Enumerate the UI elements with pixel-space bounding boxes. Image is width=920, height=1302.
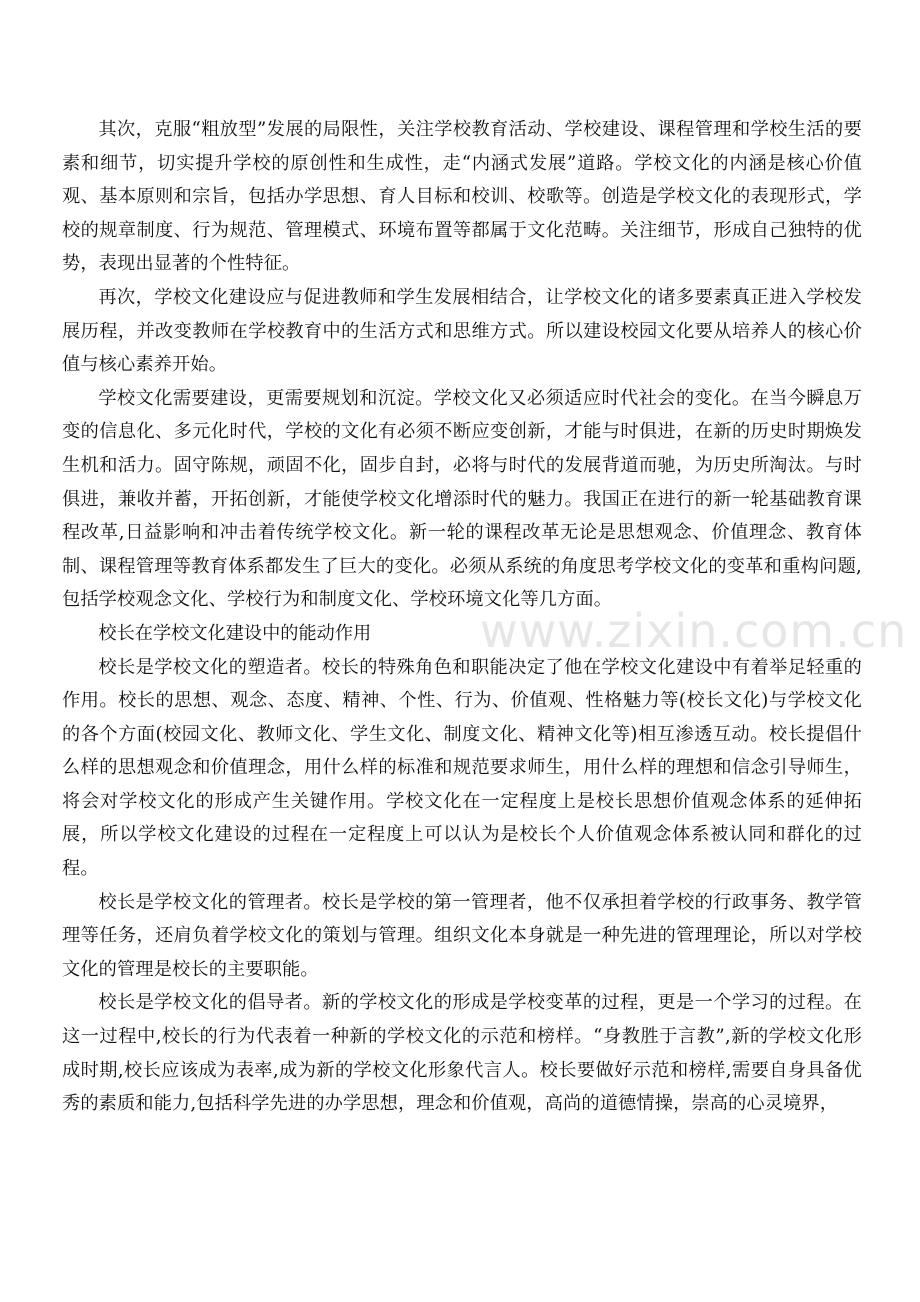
- paragraph: 校长是学校文化的管理者。校长是学校的第一管理者，他不仅承担着学校的行政事务、教学管理等任务，还肩负着学校文化的策划与管理。组织文化本身就是一种先进的管理理论，所以对学校文化的管理是校长的主要职能。: [62, 891, 862, 980]
- paragraph: 学校文化需要建设，更需要规划和沉淀。学校文化又必须适应时代社会的变化。在当今瞬息万变的信息化、多元化时代，学校的文化有必须不断应变创新，才能与时俱进，在新的历史时期焕发生机和活力。固守陈规，顽固不化，固步自封，必将与时代的发展背道而驰，为历史所淘汰。与时俱进，兼收并蓄，开拓创新，才能使学校文化增添时代的魅力。我国正在进行的新一轮基础教育课程改革,日益影响和冲击着传统学校文化。新一轮的课程改革无论是思想观念、价值理念、教育体制、课程管理等教育体系都发生了巨大的变化。必须从系统的角度思考学校文化的变革和重构问题,包括学校观念文化、学校行为和制度文化、学校环境文化等几方面。: [62, 387, 862, 611]
- section-heading: 校长在学校文化建设中的能动作用: [98, 622, 372, 644]
- paragraph: 再次，学校文化建设应与促进教师和学生发展相结合，让学校文化的诸多要素真正进入学校发展历程，并改变教师在学校教育中的生活方式和思维方式。所以建设校园文化要从培养人的核心价值与核心素养开始。: [62, 286, 862, 376]
- watermark-text: www.zixin.com.cn: [480, 604, 908, 658]
- document-page: [62, 113, 862, 1121]
- paragraph: 其次，克服“粗放型”发展的局限性，关注学校教育活动、学校建设、课程管理和学校生活的要素和细节，切实提升学校的原创性和生成性，走“内涵式发展”道路。学校文化的内涵是核心价值观、基本原则和宗旨，包括办学思想、育人目标和校训、校歌等。创造是学校文化的表现形式，学校的规章制度、行为规范、管理模式、环境布置等都属于文化范畴。关注细节，形成自己独特的优势，表现出显著的个性特征。: [62, 119, 862, 275]
- paragraph: 校长是学校文化的塑造者。校长的特殊角色和职能决定了他在学校文化建设中有着举足轻重的作用。校长的思想、观念、态度、精神、个性、行为、价值观、性格魅力等(校长文化)与学校文化的各个方面(校园文化、教师文化、学生文化、制度文化、精神文化等)相互渗透互动。校长提倡什么样的思想观念和价值理念，用什么样的标准和规范要求师生，用什么样的理想和信念引导师生，将会对学校文化的形成产生关键作用。学校文化在一定程度上是校长思想价值观念体系的延伸拓展，所以学校文化建设的过程在一定程度上可以认为是校长个人价值观念体系被认同和群化的过程。: [62, 656, 862, 880]
- paragraph: 校长是学校文化的倡导者。新的学校文化的形成是学校变革的过程，更是一个学习的过程。在这一过程中,校长的行为代表着一种新的学校文化的示范和榜样。“身教胜于言教”,新的学校文化形成时期,校长应该成为表率,成为新的学校文化形象代言人。校长要做好示范和榜样,需要自身具备优秀的素质和能力,包括科学先进的办学思想，理念和价值观，高尚的道德情操，崇高的心灵境界，: [62, 992, 862, 1115]
